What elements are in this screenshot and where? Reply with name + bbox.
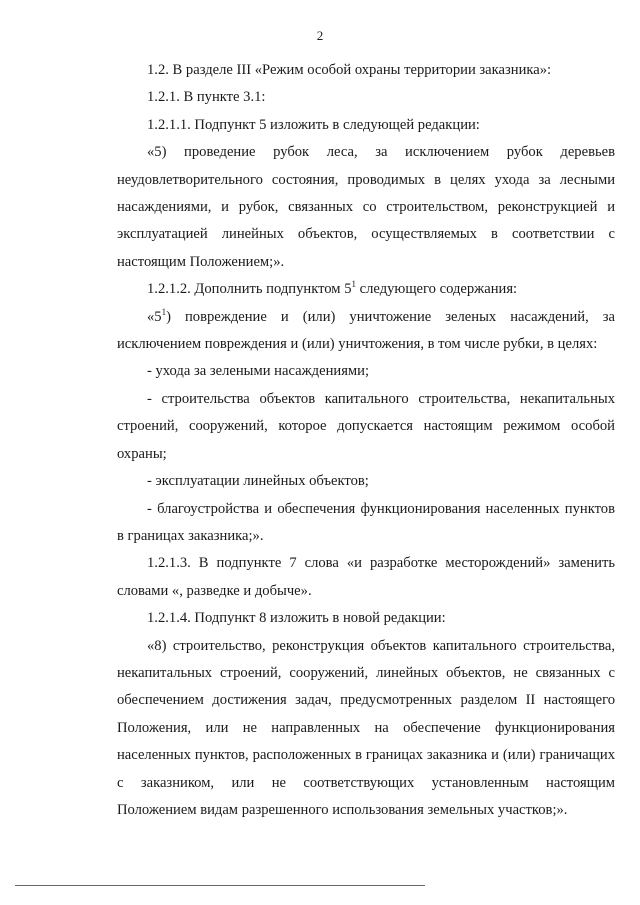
list-item-construction: - строительства объектов капитального строительства, некапитальных строений, сооружений, которое допускается настоящим режимом особой охраны; [117, 390, 615, 462]
subpoint-8-text: «8) строительство, реконструкция объектов капитального строительства, некапитальных строений, сооружений, линейных объектов, не связанных с обеспечением достижения задач, предусмотренных разделом II настоящего Положения, или не направленных на обеспечение функционирования населенных пунктов, расположенных в границах заказника и (или) граничащих с заказником, или не соответствующих установленным настоящим Положением видам разрешенного использования земельных участков;». [117, 637, 615, 818]
superscript-one: 1 [161, 306, 167, 317]
document-body [117, 57, 615, 824]
paragraph-1-2-1: 1.2.1. В пункте 3.1: [147, 89, 266, 106]
list-item-care: - ухода за зелеными насаждениями; [147, 363, 370, 380]
page-number: 2 [316, 28, 324, 43]
list-item-linear-objects: - эксплуатации линейных объектов; [147, 473, 369, 490]
subpoint-5-1-text [117, 304, 615, 359]
subpoint-5-1-rest: ) повреждение и (или) уничтожение зеленых насаждений, за исключением повреждения и (или) уничтожения, в том числе рубки, в целях: [117, 308, 615, 353]
footer-divider [15, 885, 425, 886]
paragraph-1-2-1-2-text-end: следующего содержания: [356, 281, 518, 298]
paragraph-1-2: 1.2. В разделе III «Режим особой охраны территории заказника»: [147, 62, 552, 78]
paragraph-1-2-1-2-text: 1.2.1.2. Дополнить подпунктом 5 [147, 281, 352, 298]
paragraph-1-2-1-3: 1.2.1.3. В подпункте 7 слова «и разработке месторождений» заменить словами «, разведке и добыче». [117, 555, 615, 599]
subpoint-5-1-start: «5 [147, 308, 162, 325]
superscript-one: 1 [351, 279, 356, 290]
paragraph-1-2-1-2 [117, 276, 615, 303]
paragraph-1-2-1-1: 1.2.1.1. Подпункт 5 изложить в следующей редакции: [147, 116, 480, 133]
subpoint-5-text: «5) проведение рубок леса, за исключением рубок деревьев неудовлетворительного состояния, проводимых в целях ухода за лесными насаждениями, и рубок, связанных со строительством, реконструкцией и эксплуатацией линейных объектов, осуществляемых в соответствии с настоящим Положением;». [117, 144, 615, 270]
paragraph-1-2-1-4: 1.2.1.4. Подпункт 8 изложить в новой редакции: [147, 610, 446, 627]
list-item-landscaping: - благоустройства и обеспечения функционирования населенных пунктов в границах заказника;». [117, 500, 615, 544]
